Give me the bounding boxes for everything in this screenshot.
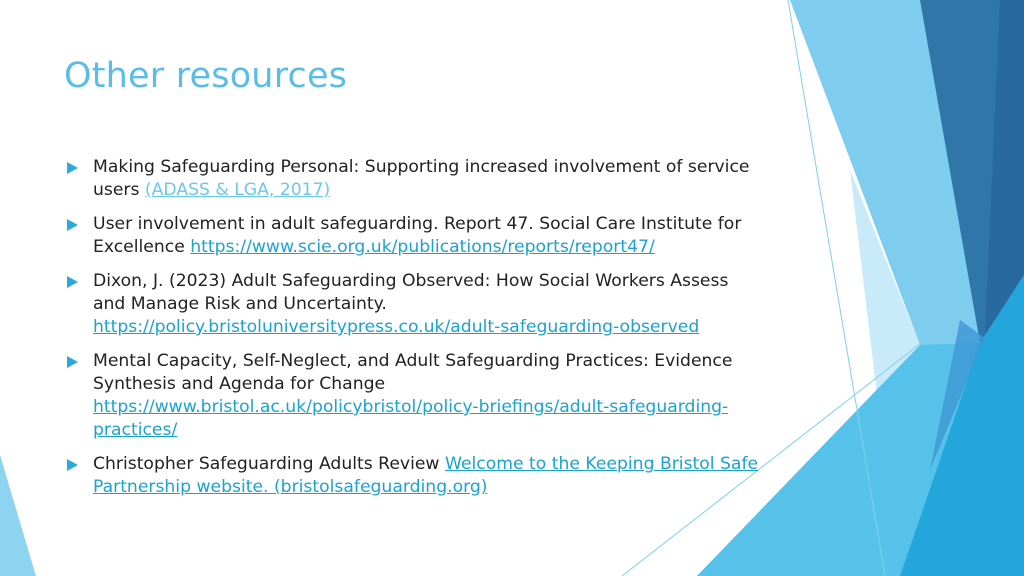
item-text: User involvement in adult safeguarding. Report 47. Social Care Institute for Excellence bbox=[93, 214, 742, 257]
item-text: Dixon, J. (2023) Adult Safeguarding Observed: How Social Workers Assess and Manage Risk and Uncertainty. bbox=[93, 271, 729, 314]
resource-link[interactable]: https://policy.bristoluniversitypress.co.uk/adult-safeguarding-observed bbox=[93, 317, 700, 337]
list-item bbox=[64, 270, 764, 339]
item-text: Making Safeguarding Personal: Supporting increased involvement of service users bbox=[93, 157, 750, 200]
resource-link[interactable]: (ADASS & LGA, 2017) bbox=[144, 180, 331, 200]
resource-link[interactable]: https://www.scie.org.uk/publications/reports/report47/ bbox=[190, 237, 655, 257]
item-text: Mental Capacity, Self-Neglect, and Adult Safeguarding Practices: Evidence Synthesis and Agenda for Change bbox=[93, 351, 733, 394]
triangle-bullet-icon bbox=[67, 459, 78, 471]
list-item bbox=[64, 453, 764, 499]
triangle-bullet-icon bbox=[67, 162, 78, 174]
list-item bbox=[64, 350, 764, 442]
triangle-bullet-icon bbox=[67, 276, 78, 288]
list-item bbox=[64, 156, 764, 202]
resource-link[interactable]: https://www.bristol.ac.uk/policybristol/policy-briefings/adult-safeguarding-practices/ bbox=[93, 397, 729, 440]
triangle-bullet-icon bbox=[67, 356, 78, 368]
triangle-bullet-icon bbox=[67, 219, 78, 231]
bg-corner-shape bbox=[0, 455, 36, 576]
resource-list bbox=[64, 156, 764, 510]
resource-link[interactable]: Welcome to the Keeping Bristol Safe Partnership website. (bristolsafeguarding.org) bbox=[93, 454, 759, 497]
list-item bbox=[64, 213, 764, 259]
item-text: Christopher Safeguarding Adults Review bbox=[93, 454, 445, 474]
slide-title: Other resources bbox=[64, 56, 348, 96]
